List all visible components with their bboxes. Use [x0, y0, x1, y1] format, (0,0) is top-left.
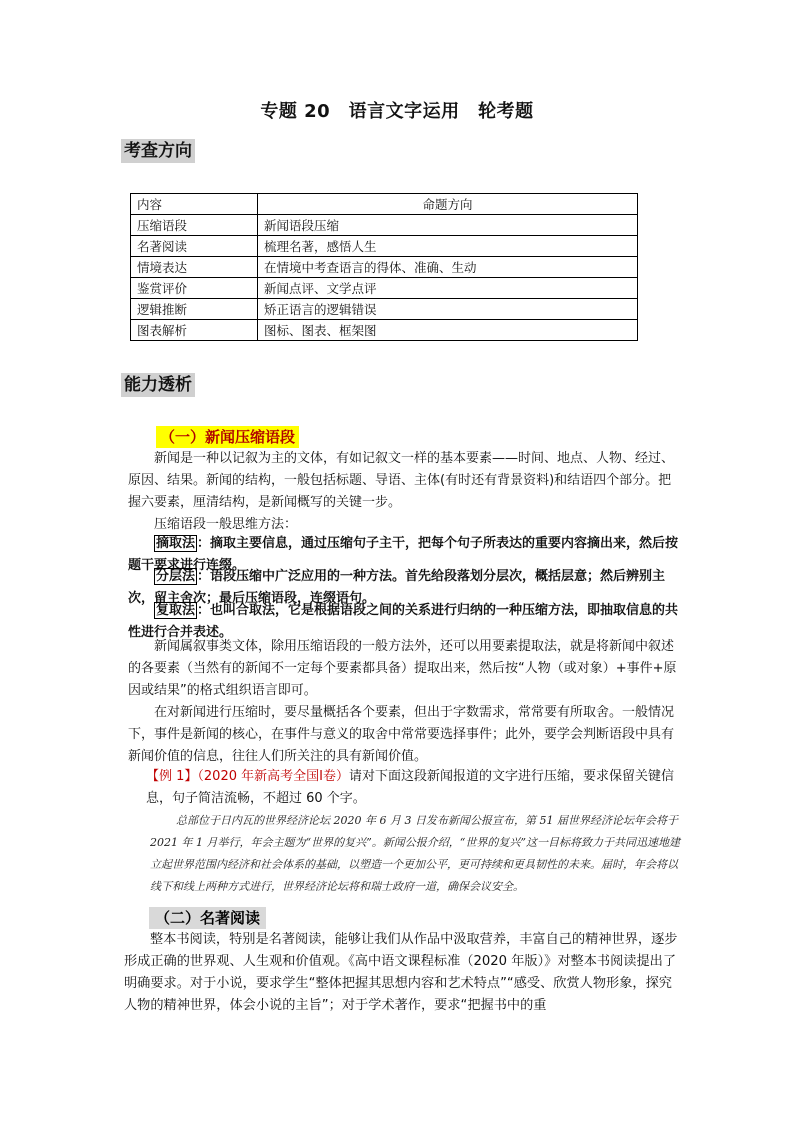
table-cell: 名著阅读 — [131, 236, 258, 257]
subheading-classics-reading: （二）名著阅读 — [149, 907, 266, 929]
table-cell: 情境表达 — [131, 257, 258, 278]
table-row — [131, 236, 638, 257]
section-heading-analysis: 能力透析 — [121, 373, 195, 397]
section-heading-direction: 考查方向 — [121, 139, 195, 163]
method-label-extract: 摘取法 — [156, 536, 196, 551]
table-cell: 在情境中考查语言的得体、准确、生动 — [258, 257, 638, 278]
method-label-layer: 分层法 — [156, 569, 196, 584]
paragraph-element-extraction: 新闻属叙事类文体，除用压缩语段的一般方法外，还可以用要素提取法，就是将新闻中叙述的各要素（当然有的新闻不一定每个要素都具备）提取出来，然后按“人物（或对象）+事件+原因或结果”的格式组织语言即可。 — [128, 639, 677, 698]
table-cell: 图标、图表、框架图 — [258, 320, 638, 341]
table-header-row — [131, 194, 638, 215]
page-title: 专题 20 语言文字运用 轮考题 — [260, 101, 534, 122]
table-cell: 矫正语言的逻辑错误 — [258, 299, 638, 320]
column-header-content: 内容 — [131, 194, 258, 215]
example-source: （2020 年新高考全国Ⅰ卷） — [197, 769, 349, 784]
table-row — [131, 320, 638, 341]
paragraph-whole-book-reading: 整本书阅读，特别是名著阅读，能够让我们从作品中汲取营养，丰富自己的精神世界，逐步形成正确的世界观、人生观和价值观。《高中语文课程标准（2020 年版）》对整本书阅读提出了明确要求。对于小说，要求学生“整体把握其思想内容和艺术特点”“感受、欣赏人物形象，探究人物的精神世界，体会小说的主旨”；对于学术著作，要求“把握书中的重 — [124, 932, 678, 1013]
table-cell: 逻辑推断 — [131, 299, 258, 320]
table-row — [131, 257, 638, 278]
table-cell: 梳理名著，感悟人生 — [258, 236, 638, 257]
example-text: 请对下面这段新闻报道的文字进行压缩，要求保留关键信息，句子简洁流畅，不超过 60 个字。 — [146, 769, 674, 806]
method-text-combine: ：也叫合取法，它是根据语段之间的关系进行归纳的一种压缩方法，即抽取信息的共性进行合并表述。 — [128, 603, 679, 640]
paragraph-news-definition: 新闻是一种以记叙为主的文体，有如记叙文一样的基本要素——时间、地点、人物、经过、原因、结果。新闻的结构，一般包括标题、导语、主体(有时还有背景资料)和结语四个部分。把握六要素，厘清结构，是新闻概写的关键一步。 — [128, 451, 675, 510]
table-cell: 新闻语段压缩 — [258, 215, 638, 236]
example-tag: 【例 1】 — [146, 769, 198, 784]
table-row — [131, 215, 638, 236]
paragraph-methods-intro: 压缩语段一般思维方法： — [154, 517, 298, 532]
table-cell: 鉴赏评价 — [131, 278, 258, 299]
table-cell: 新闻点评、文学点评 — [258, 278, 638, 299]
table-cell: 图表解析 — [131, 320, 258, 341]
topics-table — [130, 193, 638, 341]
table-row — [131, 299, 638, 320]
example-news-passage: 总部位于日内瓦的世界经济论坛 2020 年 6 月 3 日发布新闻公报宣布，第 51 届世界经济论坛年会将于 2021 年 1 月举行，年会主题为“世界的复兴”。新闻公报介绍，“世界的复兴”这一目标将致力于共同迅速地建立起世界范围内经济和社会体系的基础，以塑造一个更加公平，更可持续和更具韧性的未来。届时，年会将以线下和线上两种方式进行，世界经济论坛将和瑞士政府一道，确保会议安全。 — [150, 814, 680, 893]
paragraph-compression-tips: 在对新闻进行压缩时，要尽量概括各个要素，但出于字数需求，常常要有所取舍。一般情况下，事件是新闻的核心，在事件与意义的取舍中常常要选择事件；此外，要学会判断语段中具有新闻价值的信息，往往人们所关注的具有新闻价值。 — [128, 705, 675, 764]
method-label-combine: 复取法 — [156, 603, 196, 618]
column-header-direction: 命题方向 — [258, 194, 638, 215]
method-text-extract: ：摘取主要信息，通过压缩句子主干，把每个句子所表达的重要内容摘出来，然后按题干要求进行连缀。 — [128, 536, 679, 573]
table-row — [131, 278, 638, 299]
subheading-news-compression: （一）新闻压缩语段 — [156, 426, 299, 448]
example-prompt — [146, 766, 680, 810]
method-text-layer: ：语段压缩中广泛应用的一种方法。首先给段落划分层次，概括层意；然后辨别主次，留主舍次；最后压缩语段，连缀语句。 — [128, 569, 666, 606]
table-cell: 压缩语段 — [131, 215, 258, 236]
